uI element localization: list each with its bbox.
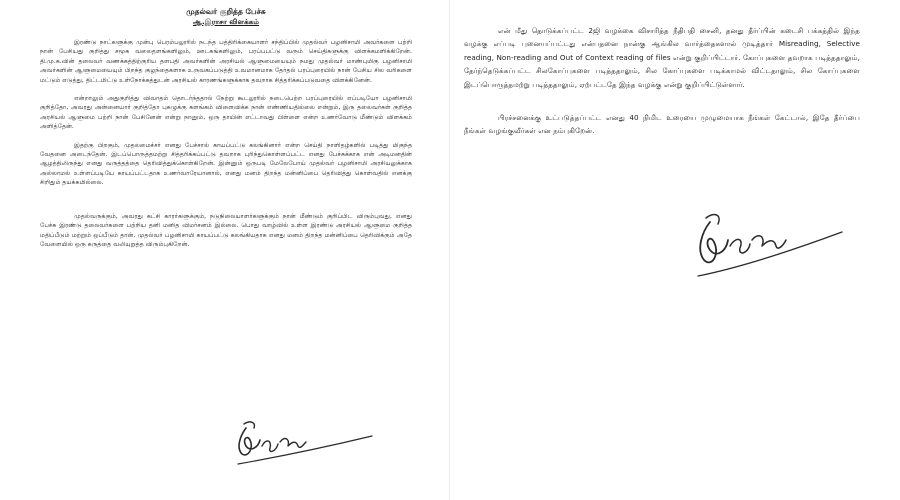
signature-left [232,418,382,474]
paragraph-3: இதற்கு பிறகும், முதலமைச்சர் எனது பேச்சால் காயப்பட்டு கலங்கினார் என்ற செய்தி நாளிதழ்களில் படித்து மிகுந்த வேதனை அடைந்தேன். இடப்பொருத்தமற்று சித்தரிக்கப்பட்டு தவறாக புரிந்துகொள்ளப்பட்ட எனது பேச்சுக்காக என் அடிமனதின் ஆழத்திலிருந்து எனது வருத்தத்தை தெரிவித்துக்கொள்கிறேன். இன்னும் ஒருபடி மேலேபோய் முதல்வர் பழனிசாமி அரசியலுக்காக அல்லாமல் உள்ளப்படியே காயப்பட்டதாக உணர்வாரேயானால், எனது மனம் திறந்த மன்னிப்பை தெரிவித்து கொள்வதில் எனக்கு சிறிதும் தயக்கமில்லை. [40,141,412,187]
paragraph-6: பிரச்சனைக்கு உட்படுத்தப்பட்ட எனது 40 நிமிட உரையை முழுமையாக நீங்கள் கேட்டால், இதே தீர்ப்பை நீங்கள் வழங்குவீர்கள் என நம்புகிறேன். [464,113,860,136]
page-title: முதல்வர் குறித்த பேச்சு [186,7,266,16]
page-subtitle: ஆ.இராசா விளக்கம் [192,17,260,26]
signature-right [688,210,848,284]
paragraph-5: என் மீது தொடுக்கப்பட்ட 2ஜி வழக்கை விசாரித்த நீதிபதி சைனி, தனது தீர்ப்பின் கடைசி பக்கத்தில் இந்த வழக்கு எப்படி புனையப்பட்டது என்பதனை நான்கு ஆங்கில வார்த்தைகளால் முடித்தார் Misreading, Selective reading, Non-reading and Out of Context reading of files என்று குறிப்பிட்டார். கோப்புகளை தவறாக படித்ததாலும், தேர்ந்தெடுக்கப்பட்ட சிலகோப்புகளை படித்ததாலும், சில கோப்புகளை படிக்காமல் விட்டதாலும், சில கோப்புகளை இடப்பொருத்தமற்று படித்ததாலும், ஏற்பட்டதே இந்த வழக்கு என்று குறிப்பிட்டுள்ளார். [464,26,860,89]
paragraph-4: முதல்வருக்கும், அவரது கட்சி காரர்களுக்கும், நடுநிலையாளர்களுக்கும் நான் மீண்டும் குறிப்பிட விரும்புவது, எனது பேச்சு இரண்டு தலைவர்களை பற்றிய தனி மனித விமர்சனம் இல்லை. பொது வாழ்வில் உள்ள இரண்டு அரசியல் ஆளுமை குறித்த மதிப்பீடும் மற்றும் ஒப்பீடும் தான். முதல்வர் பழனிசாமி காயப்பட்டு கலங்கியதாக எனது மனம் திறந்த மன்னிப்பை தெரிவிக்கும் அதே வேளையில் ஒரு கருத்தை வலியுறுத்த விரும்புகிறேன். [40,212,412,248]
paragraph-2: என்றாலும் அதுகுறித்து விவாதம் தொடர்ந்ததால் நேற்று கூடலூரில் நடைபெற்ற பரப்புரையில் எப்படியோ பழனிசாமி குறித்தோ, அவரது அன்னையார் குறித்தோ புகழுக்கு களங்கம் விளைவிக்க நான் எண்ணியதில்லை என்றும், இரு தலைவர்கள் குறித்த அரசியல் ஆளுமை பற்றி நான் பேசினேன் என்று நானும், ஒரு தாயின் எட்டாவது பிள்ளை என்ற உணர்வோடு மீண்டும் விளக்கம் அளித்தேன். [40,95,412,131]
paragraph-1: இரண்டு நாட்களுக்கு முன்பு பெரம்பலூரில் நடந்த பத்திரிக்கையாளர் சந்திப்பில் முதல்வர் பழனிசாமி அவர்களை பற்றி நான் பேசியது குறித்து சமூக வலைதளங்களிலும், ஊடகங்களிலும், பரப்பபட்டு வரும் செய்திகளுக்கு விளக்கமளிக்கிறேன். தி.மு.க.வின் தலைவர் வணக்கத்திற்குரிய தளபதி அவர்களின் அரசியல் ஆளுமையையும் நமது முதல்வர் மாண்புமிகு பழனிசாமி அவர்களின் ஆளுமையையும் பிறந்த குழந்தைகளாக உருவகப்படுத்தி உவமானமாக தேர்தல் பரப்புரையில் நான் பேசிய சில வரிகளை மட்டும் எடுத்து, திட்டமிட்டு உள்நோக்கத்துடன் அரசியல் காரணங்களுக்காக தவறாக சித்தரிக்கப்படுவதை விளக்கினேன். [40,39,412,84]
